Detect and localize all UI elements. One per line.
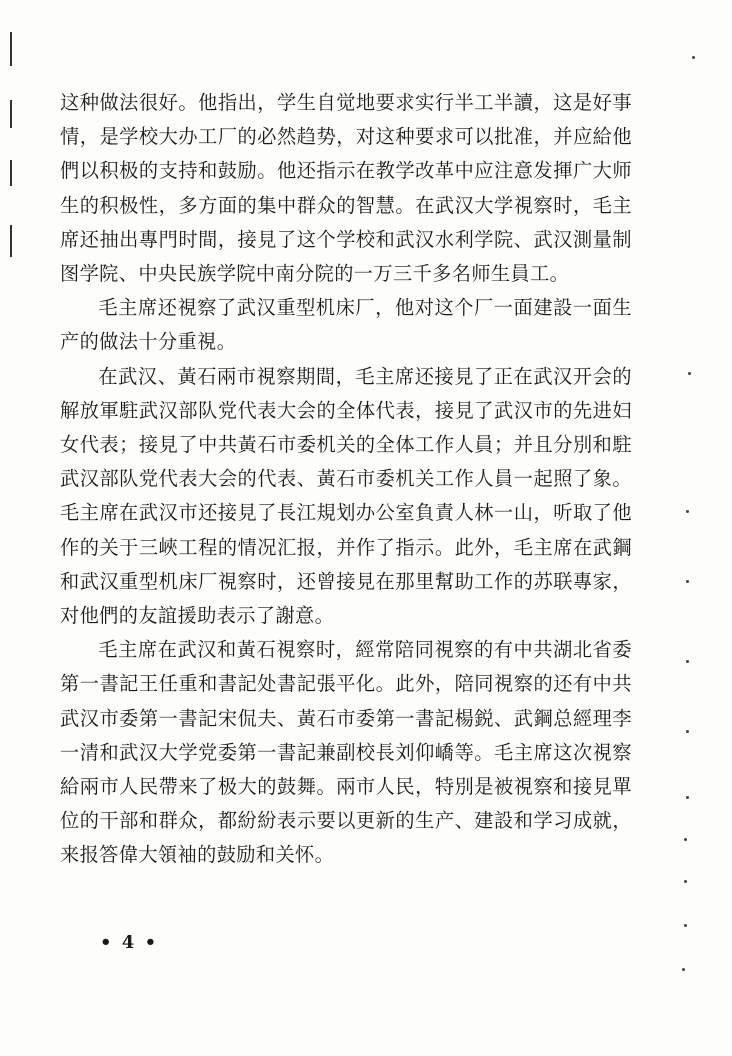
scan-speck xyxy=(692,56,695,59)
scan-speck xyxy=(682,968,685,971)
page-number: • 4 • xyxy=(100,932,159,953)
scan-speck xyxy=(686,580,689,583)
paragraph: 这种做法很好。他指出，学生自觉地要求实行半工半讀，这是好事情，是学校大办工厂的必然趋势，对这种要求可以批准，并应給他們以积极的支持和鼓励。他还指示在教学改革中应注意发揮广大师生的积极性，多方面的集中群众的智慧。在武汉大学視察时，毛主席还抽出專門时間，接見了这个学校和武汉水利学院、武汉測量制图学院、中央民族学院中南分院的一万三千多名师生員工。 xyxy=(60,91,632,286)
binding-mark xyxy=(10,32,12,66)
body-text xyxy=(60,86,632,873)
scan-speck xyxy=(686,730,689,733)
scan-speck xyxy=(684,880,687,883)
scan-speck xyxy=(684,838,687,841)
scan-speck xyxy=(688,372,691,375)
paragraph: 毛主席还視察了武汉重型机床厂，他对这个厂一面建設一面生产的做法十分重視。 xyxy=(60,296,632,354)
binding-mark xyxy=(10,225,12,257)
paragraph: 毛主席在武汉和黃石視察时，經常陪同視察的有中共湖北省委第一書記王任重和書記处書記張平化。此外，陪同視察的还有中共武汉市委第一書記宋侃夫、黃石市委第一書記楊鋭、武鋼总經理李一清和武汉大学党委第一書記兼副校長刘仰嶠等。毛主席这次視察給兩市人民帶来了极大的鼓舞。兩市人民，特別是被視察和接見單位的干部和群众，都紛紛表示要以更新的生产、建設和学习成就，来报答偉大領袖的鼓励和关怀。 xyxy=(60,638,632,867)
scan-speck xyxy=(684,924,687,927)
scan-speck xyxy=(686,660,689,663)
binding-mark xyxy=(10,100,12,128)
paragraph: 在武汉、黃石兩市視察期間，毛主席还接見了正在武汉开会的解放軍駐武汉部队党代表大会的全体代表，接見了武汉市的先进妇女代表；接見了中共黃石市委机关的全体工作人員；并且分別和駐武汉部队党代表大会的代表、黃石市委机关工作人員一起照了象。毛主席在武汉市还接見了長江規划办公室負責人林一山，听取了他作的关于三峽工程的情况汇报，并作了指示。此外，毛主席在武鋼和武汉重型机床厂視察时，还曾接見在那里幫助工作的苏联專家，对他們的友誼援助表示了謝意。 xyxy=(60,364,632,628)
scan-speck xyxy=(686,510,689,513)
scan-speck xyxy=(686,796,689,799)
binding-mark xyxy=(10,160,12,186)
